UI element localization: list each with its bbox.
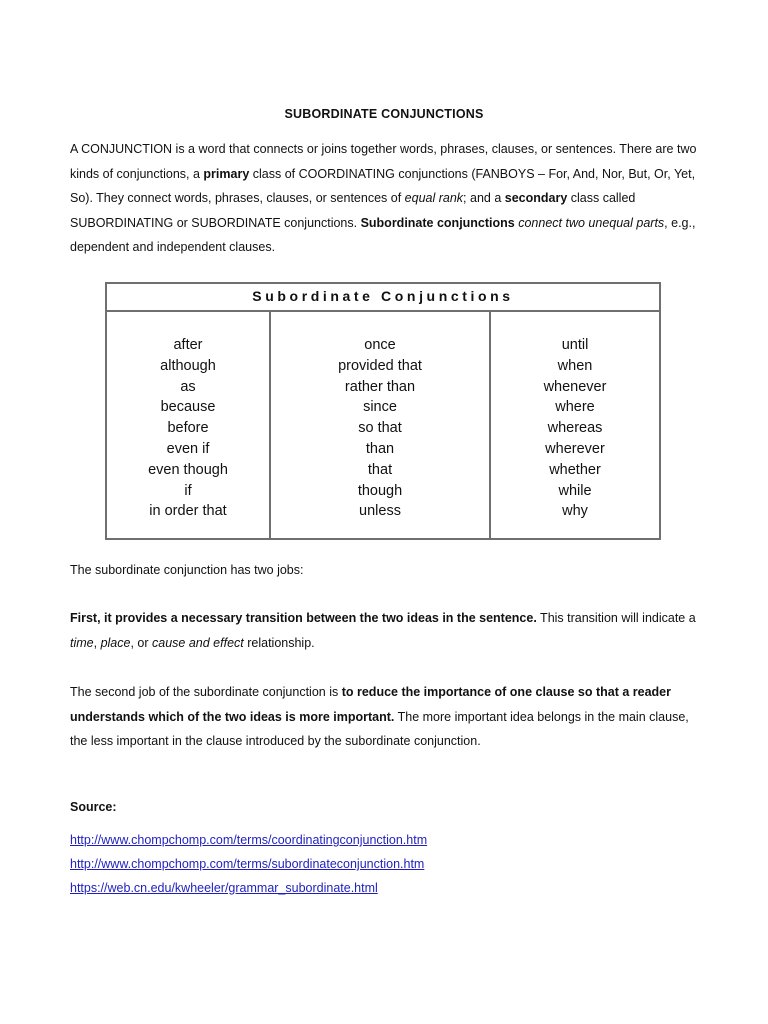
table-column: [489, 312, 659, 538]
conjunction-word: where: [555, 399, 595, 416]
conjunction-word: since: [363, 399, 397, 416]
first-job-emphasis: First, it provides a necessary transition between the two ideas in the sentence.: [70, 611, 537, 625]
conjunction-word: unless: [359, 503, 401, 520]
first-job-paragraph: [70, 606, 700, 655]
conjunction-word: even if: [166, 440, 210, 457]
table-body: [107, 312, 659, 538]
conjunction-word: even though: [148, 461, 228, 478]
intro-emphasis: primary: [203, 166, 250, 181]
second-job-paragraph: [70, 680, 700, 754]
conjunction-word: because: [160, 399, 216, 416]
conjunction-word: whereas: [547, 420, 603, 437]
intro-text: ; and a: [463, 191, 505, 205]
first-job-text: ,: [93, 635, 101, 650]
table-column: [269, 312, 489, 538]
conjunction-word: once: [364, 337, 396, 353]
intro-italic: connect two unequal parts: [518, 215, 665, 230]
conjunction-word: wherever: [545, 440, 605, 457]
first-job-italic: cause and effect: [152, 635, 244, 650]
second-job-emphasis: to reduce the importance of one clause so that a reader understands which of the two ideas is more important.: [70, 685, 671, 724]
source-link-subordinate[interactable]: http://www.chompchomp.com/terms/subordinateconjunction.htm: [70, 857, 425, 871]
jobs-intro: The subordinate conjunction has two jobs:: [70, 563, 304, 577]
source-links: [70, 828, 427, 900]
conjunction-word: after: [173, 337, 203, 353]
first-job-italic: place: [100, 635, 131, 650]
conjunctions-table: [105, 282, 661, 540]
source-link-coordinating[interactable]: http://www.chompchomp.com/terms/coordinatingconjunction.htm: [70, 833, 428, 847]
first-job-text: This transition will indicate a: [536, 611, 696, 625]
conjunction-word: before: [167, 420, 209, 437]
first-job-text: , or: [130, 635, 153, 650]
conjunction-word: though: [357, 482, 403, 499]
intro-emphasis: Subordinate conjunctions: [360, 215, 515, 230]
conjunction-word: whenever: [543, 378, 607, 395]
intro-italic: equal rank: [404, 191, 464, 205]
conjunction-word: whether: [549, 461, 601, 478]
conjunction-word: provided that: [338, 357, 422, 374]
conjunction-word: that: [367, 461, 393, 478]
table-header: Subordinate Conjunctions: [107, 284, 659, 312]
conjunction-word: rather than: [344, 378, 416, 395]
conjunction-word: in order that: [149, 503, 227, 520]
second-job-text: The more important idea belongs in the main clause, the less important in the clause introduced by the subordinate conjunction.: [70, 709, 689, 748]
conjunction-word: as: [180, 378, 196, 395]
intro-text: class called SUBORDINATING or SUBORDINATE conjunctions.: [70, 191, 636, 230]
conjunction-word: than: [365, 440, 395, 457]
conjunction-word: why: [562, 503, 588, 520]
source-link-grammar[interactable]: https://web.cn.edu/kwheeler/grammar_subordinate.html: [70, 881, 378, 895]
conjunction-word: so that: [358, 420, 402, 437]
intro-text: class of COORDINATING conjunctions (FANBOYS – For, And, Nor, But, Or, Yet, So). They connect words, phrases, clauses, or sentences of: [70, 166, 696, 205]
source-label: Source:: [70, 800, 117, 814]
conjunction-word: while: [558, 482, 592, 499]
conjunction-word: when: [557, 357, 593, 374]
intro-text: A CONJUNCTION is a word that connects or joins together words, phrases, clauses, or sentences. There are two kinds of conjunctions, a: [70, 142, 697, 181]
page-title: SUBORDINATE CONJUNCTIONS: [284, 107, 484, 121]
intro-emphasis: secondary: [504, 191, 568, 205]
conjunction-word: until: [561, 337, 589, 353]
first-job-text: relationship.: [243, 635, 315, 650]
intro-paragraph: [70, 137, 700, 260]
second-job-text: The second job of the subordinate conjunction is: [70, 685, 342, 699]
conjunction-word: although: [160, 357, 216, 374]
first-job-italic: time: [70, 635, 94, 650]
table-column: [107, 312, 269, 538]
conjunction-word: if: [184, 482, 192, 499]
intro-text: , e.g., dependent and independent clauses.: [70, 215, 696, 254]
